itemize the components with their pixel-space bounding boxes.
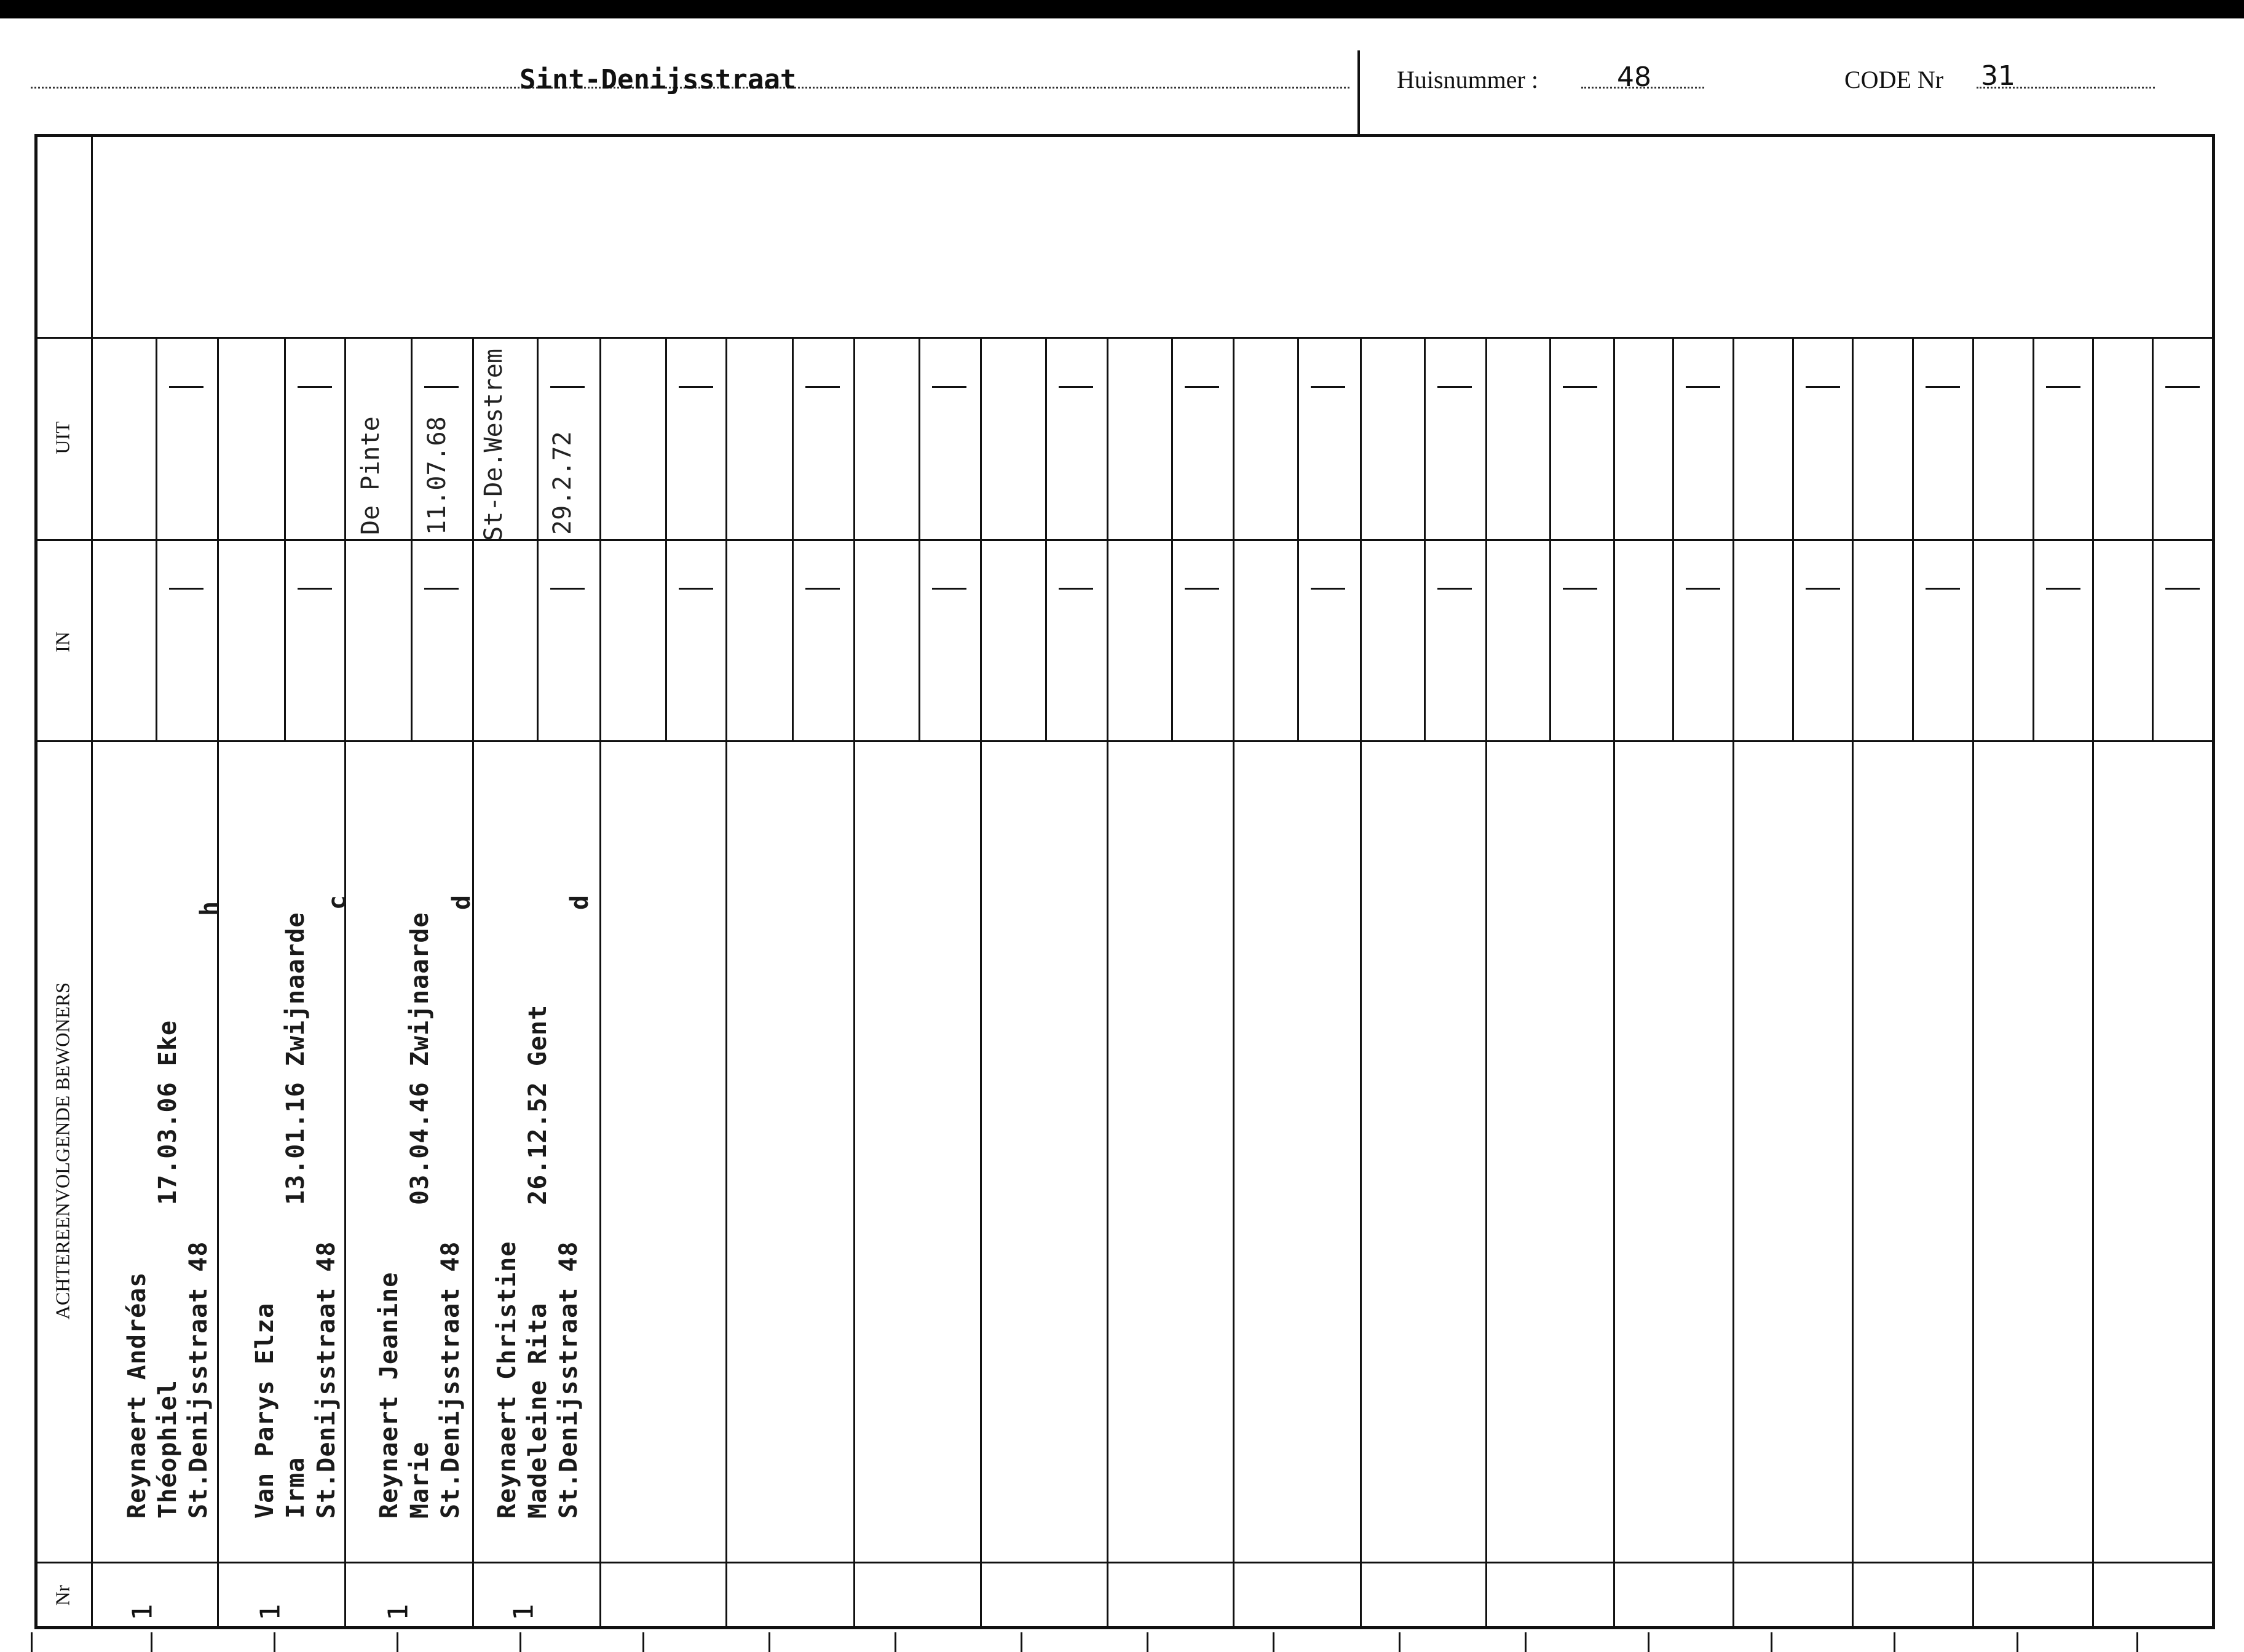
empty-dash bbox=[1437, 588, 1472, 590]
column-divider bbox=[1107, 337, 1108, 1628]
resident-3-nr: 1 bbox=[382, 1603, 414, 1621]
bottom-tick bbox=[2136, 1632, 2138, 1652]
bottom-tick bbox=[642, 1632, 644, 1652]
column-divider bbox=[344, 337, 346, 1628]
empty-dash bbox=[2165, 588, 2200, 590]
empty-dash bbox=[1806, 386, 1840, 388]
sub-column-divider bbox=[2152, 337, 2154, 740]
column-divider bbox=[2092, 337, 2094, 1628]
code-label: CODE Nr bbox=[1844, 66, 1944, 93]
empty-dash bbox=[1059, 588, 1093, 590]
column-divider bbox=[1972, 337, 1974, 1628]
bottom-tick bbox=[895, 1632, 896, 1652]
uit-date-1: 11.07.68 bbox=[423, 416, 451, 535]
empty-dash bbox=[550, 386, 585, 388]
resident-1-line3: St.Denijsstraat 48 bbox=[184, 1241, 213, 1519]
column-divider bbox=[1613, 337, 1615, 1628]
sub-column-divider bbox=[284, 337, 286, 740]
empty-dash bbox=[932, 386, 966, 388]
bottom-tick bbox=[520, 1632, 521, 1652]
resident-1-line1: Reynaert Andréas bbox=[123, 1271, 151, 1519]
resident-3-details: 03.04.46 Zwijnaarde bbox=[406, 912, 434, 1205]
house-number-value: 48 bbox=[1617, 61, 1651, 93]
sub-column-divider bbox=[1792, 337, 1794, 740]
resident-1-details: 17.03.06 Eke bbox=[154, 1020, 182, 1205]
bottom-tick bbox=[1021, 1632, 1022, 1652]
row-label-uit: UIT bbox=[51, 421, 74, 454]
row-divider-uit-in bbox=[37, 539, 2213, 541]
resident-2-line1: Van Parys Elza bbox=[251, 1302, 279, 1519]
bottom-tick bbox=[1894, 1632, 1895, 1652]
empty-dash bbox=[1563, 386, 1597, 388]
house-number-label: Huisnummer : bbox=[1397, 66, 1538, 93]
sub-column-divider bbox=[792, 337, 794, 740]
sub-column-divider bbox=[156, 337, 157, 740]
empty-dash bbox=[169, 386, 203, 388]
empty-dash bbox=[2165, 386, 2200, 388]
bottom-tick bbox=[1648, 1632, 1649, 1652]
street-name: Sint-Denijsstraat bbox=[520, 64, 797, 95]
label-column-divider bbox=[91, 135, 93, 1629]
bottom-tick bbox=[768, 1632, 770, 1652]
empty-dash bbox=[1686, 386, 1720, 388]
bottom-tick bbox=[1399, 1632, 1401, 1652]
resident-2-mark: c bbox=[323, 894, 352, 910]
resident-2-line3: St.Denijsstraat 48 bbox=[312, 1241, 341, 1519]
column-divider bbox=[1360, 337, 1362, 1628]
code-number-value: 31 bbox=[1981, 60, 2015, 92]
sub-column-divider bbox=[665, 337, 667, 740]
resident-4-line1: Reynaert Christine bbox=[493, 1241, 521, 1519]
empty-dash bbox=[169, 588, 203, 590]
empty-dash bbox=[1311, 588, 1345, 590]
empty-dash bbox=[2046, 588, 2080, 590]
header-separator bbox=[1357, 50, 1360, 135]
empty-dash bbox=[1926, 386, 1960, 388]
sub-column-divider bbox=[1672, 337, 1674, 740]
empty-dash bbox=[550, 588, 585, 590]
row-label-nr: Nr bbox=[51, 1585, 74, 1606]
sub-column-divider bbox=[919, 337, 920, 740]
row-label-bewoners: ACHTEREENVOLGENDE BEWONERS bbox=[51, 982, 74, 1320]
resident-1-line2: Théophiel bbox=[154, 1380, 182, 1519]
bottom-tick bbox=[274, 1632, 275, 1652]
sub-column-divider bbox=[1297, 337, 1299, 740]
sub-column-divider bbox=[1549, 337, 1551, 740]
bottom-tick bbox=[1771, 1632, 1772, 1652]
sub-column-divider bbox=[1912, 337, 1914, 740]
bottom-tick bbox=[1525, 1632, 1527, 1652]
resident-4-details: 26.12.52 Gent bbox=[524, 1004, 552, 1205]
empty-dash bbox=[298, 588, 332, 590]
resident-2-details: 13.01.16 Zwijnaarde bbox=[282, 912, 310, 1205]
resident-4-nr: 1 bbox=[508, 1603, 540, 1621]
column-divider bbox=[217, 337, 219, 1628]
empty-dash bbox=[1926, 588, 1960, 590]
resident-1-nr: 1 bbox=[127, 1603, 159, 1621]
row-label-in: IN bbox=[51, 631, 74, 652]
column-divider bbox=[1732, 337, 1734, 1628]
empty-dash bbox=[1563, 588, 1597, 590]
sub-column-divider bbox=[2033, 337, 2034, 740]
empty-dash bbox=[679, 588, 713, 590]
column-divider bbox=[472, 337, 474, 1628]
resident-2-nr: 1 bbox=[255, 1603, 286, 1621]
empty-dash bbox=[1185, 588, 1219, 590]
column-divider bbox=[853, 337, 855, 1628]
bottom-tick bbox=[31, 1632, 33, 1652]
bottom-tick bbox=[151, 1632, 152, 1652]
resident-3-mark: d bbox=[448, 894, 476, 910]
register-table bbox=[34, 134, 2215, 1629]
bottom-tick bbox=[1147, 1632, 1148, 1652]
empty-dash bbox=[1311, 386, 1345, 388]
bottom-tick bbox=[2017, 1632, 2018, 1652]
resident-4-mark: d bbox=[566, 894, 594, 910]
empty-dash bbox=[298, 386, 332, 388]
empty-dash bbox=[932, 588, 966, 590]
uit-place: De Pinte bbox=[357, 416, 385, 535]
empty-dash bbox=[2046, 386, 2080, 388]
sub-column-divider bbox=[1171, 337, 1173, 740]
uit-date-2: 29.2.72 bbox=[548, 431, 577, 535]
column-divider bbox=[1233, 337, 1235, 1628]
empty-dash bbox=[679, 386, 713, 388]
row-divider-bewoners-nr bbox=[37, 1562, 2213, 1563]
empty-dash bbox=[1437, 386, 1472, 388]
sub-column-divider bbox=[1424, 337, 1426, 740]
row-divider-in-bewoners bbox=[37, 740, 2213, 742]
column-divider bbox=[980, 337, 982, 1628]
top-border bbox=[0, 0, 2244, 18]
column-divider bbox=[725, 337, 727, 1628]
sub-column-divider bbox=[1045, 337, 1047, 740]
sub-column-divider bbox=[411, 337, 413, 740]
resident-2-line2: Irma bbox=[282, 1456, 310, 1519]
empty-dash bbox=[1686, 588, 1720, 590]
resident-3-line3: St.Denijsstraat 48 bbox=[437, 1241, 465, 1519]
empty-dash bbox=[805, 588, 840, 590]
row-divider-top bbox=[37, 337, 2213, 339]
uit-place-2: St-De.Westrem bbox=[480, 348, 508, 541]
sub-column-divider bbox=[537, 337, 539, 740]
column-divider bbox=[1852, 337, 1854, 1628]
empty-dash bbox=[805, 386, 840, 388]
resident-4-line2: Madeleine Rita bbox=[524, 1302, 552, 1519]
resident-1-mark: h bbox=[196, 900, 224, 916]
resident-4-line3: St.Denijsstraat 48 bbox=[555, 1241, 583, 1519]
empty-dash bbox=[1185, 386, 1219, 388]
resident-3-line2: Marie bbox=[406, 1441, 434, 1519]
resident-3-line1: Reynaert Jeanine bbox=[375, 1271, 403, 1519]
empty-dash bbox=[424, 386, 459, 388]
bottom-tick bbox=[397, 1632, 398, 1652]
column-divider bbox=[1485, 337, 1487, 1628]
empty-dash bbox=[1059, 386, 1093, 388]
empty-dash bbox=[424, 588, 459, 590]
column-divider bbox=[599, 337, 601, 1628]
bottom-tick bbox=[1273, 1632, 1274, 1652]
empty-dash bbox=[1806, 588, 1840, 590]
